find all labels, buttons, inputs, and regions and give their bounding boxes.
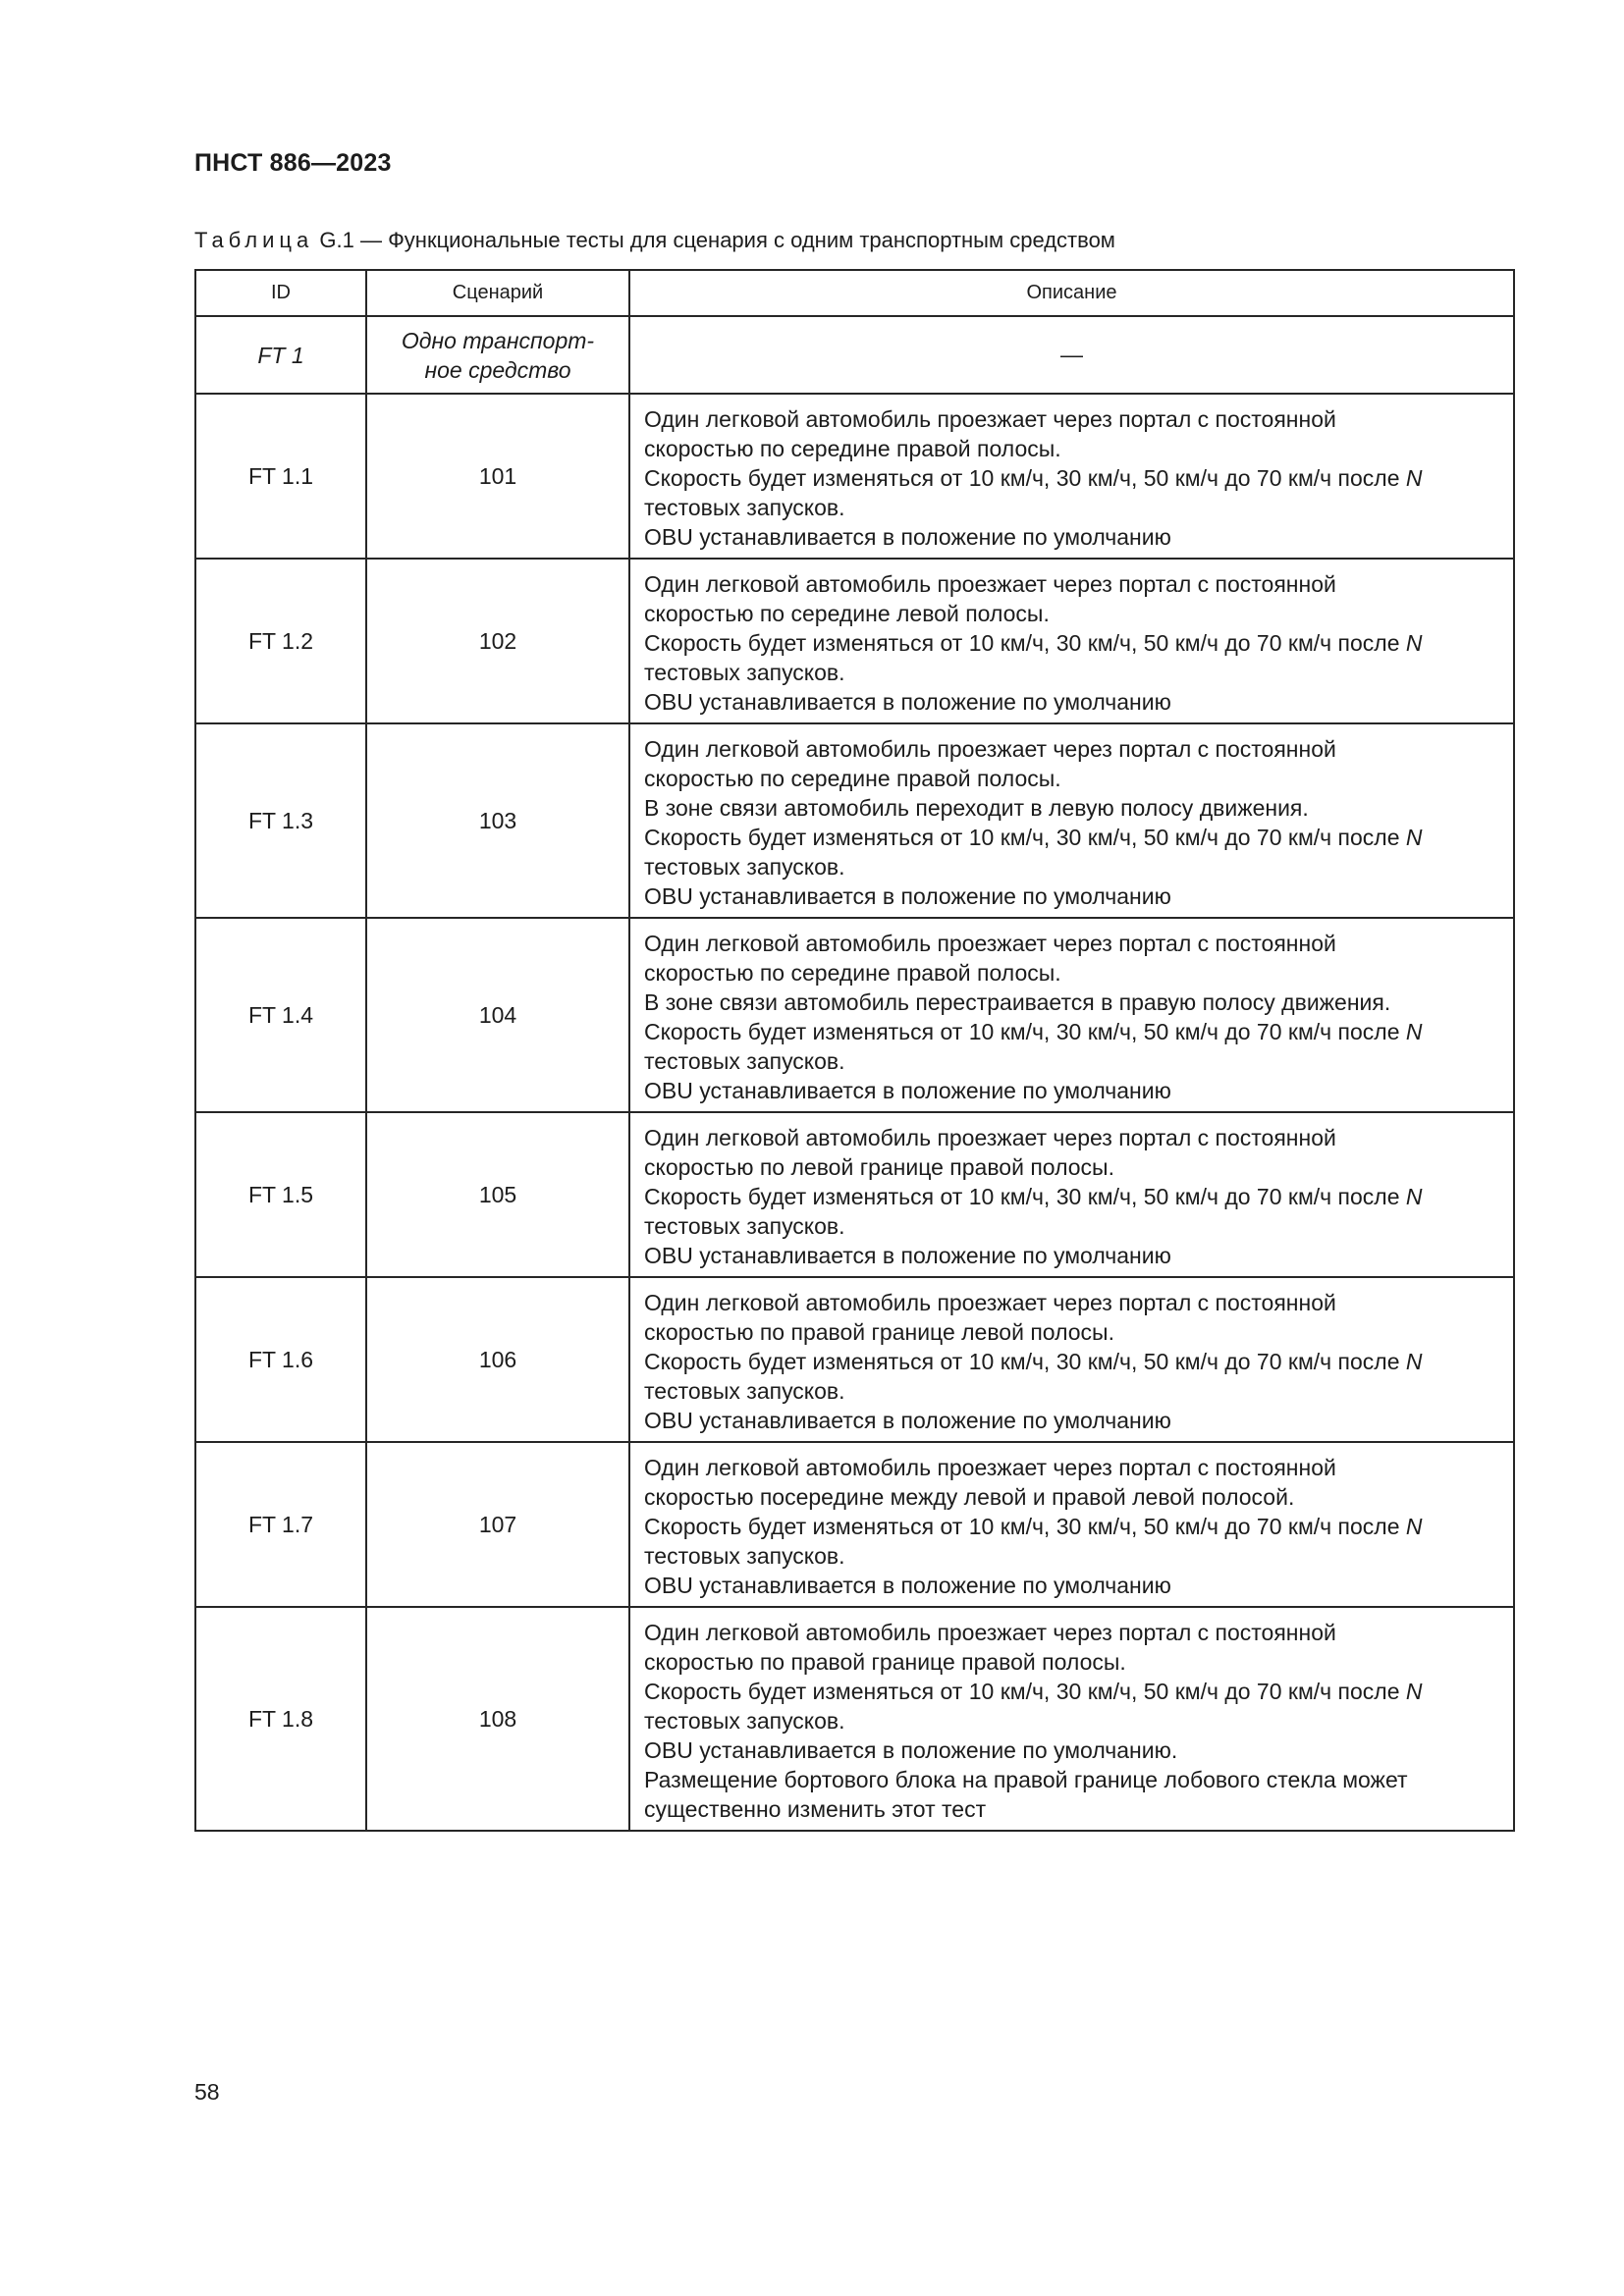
description-line: тестовых запусков. <box>644 1048 845 1074</box>
description-line: Один легковой автомобиль проезжает через портал с постоянной <box>644 571 1336 597</box>
variable-n: N <box>1405 1349 1423 1374</box>
table-caption-text: G.1 — Функциональные тесты для сценария с одним транспортным средством <box>319 228 1115 252</box>
description-line-text: Скорость будет изменяться от 10 км/ч, 30 км/ч, 50 км/ч до 70 км/ч после <box>644 1019 1400 1044</box>
description-line: тестовых запусков. <box>644 495 845 520</box>
group-row <box>195 316 1514 394</box>
column-header-id: ID <box>195 270 366 316</box>
variable-n: N <box>1405 1184 1423 1209</box>
row-scenario-cell: 105 <box>366 1112 629 1277</box>
description-line: В зоне связи автомобиль переходит в левую полосу движения. <box>644 795 1309 821</box>
functional-tests-table <box>194 269 1515 1832</box>
description-line: скоростью по середине левой полосы. <box>644 601 1050 626</box>
description-line-text: Скорость будет изменяться от 10 км/ч, 30 км/ч, 50 км/ч до 70 км/ч после <box>644 1514 1400 1539</box>
row-description-cell <box>629 723 1514 918</box>
table-row <box>195 559 1514 723</box>
description-line <box>644 1677 1499 1706</box>
row-id-cell: FT 1.6 <box>195 1277 366 1442</box>
row-scenario-cell: 107 <box>366 1442 629 1607</box>
description-line: скоростью по середине правой полосы. <box>644 766 1061 791</box>
row-description-cell <box>629 1442 1514 1607</box>
row-scenario-cell: 101 <box>366 394 629 559</box>
description-line <box>644 823 1499 852</box>
table-row <box>195 1112 1514 1277</box>
description-line: Один легковой автомобиль проезжает через портал с постоянной <box>644 1125 1336 1150</box>
description-line <box>644 628 1499 658</box>
column-header-description: Описание <box>629 270 1514 316</box>
description-line: тестовых запусков. <box>644 1213 845 1239</box>
description-line: OBU устанавливается в положение по умолчанию <box>644 524 1171 550</box>
description-line <box>644 463 1499 493</box>
table-row <box>195 1607 1514 1831</box>
group-id-cell: FT 1 <box>195 316 366 394</box>
description-line: OBU устанавливается в положение по умолчанию <box>644 1573 1171 1598</box>
row-scenario-cell: 106 <box>366 1277 629 1442</box>
description-line: скоростью посередине между левой и правой левой полосой. <box>644 1484 1295 1510</box>
variable-n: N <box>1405 1019 1423 1044</box>
description-line <box>644 1512 1499 1541</box>
description-line-text: Скорость будет изменяться от 10 км/ч, 30 км/ч, 50 км/ч до 70 км/ч после <box>644 1679 1400 1704</box>
table-row <box>195 1442 1514 1607</box>
description-line: Один легковой автомобиль проезжает через портал с постоянной <box>644 1290 1336 1315</box>
description-line: скоростью по середине правой полосы. <box>644 436 1061 461</box>
description-line: тестовых запусков. <box>644 660 845 685</box>
row-description-cell <box>629 559 1514 723</box>
description-line: скоростью по левой границе правой полосы. <box>644 1154 1114 1180</box>
description-line: В зоне связи автомобиль перестраивается в правую полосу движения. <box>644 989 1391 1015</box>
table-row <box>195 394 1514 559</box>
document-header: ПНСТ 886—2023 <box>194 149 392 177</box>
table-header-row <box>195 270 1514 316</box>
row-id-cell: FT 1.7 <box>195 1442 366 1607</box>
row-id-cell: FT 1.8 <box>195 1607 366 1831</box>
row-id-cell: FT 1.1 <box>195 394 366 559</box>
description-line: Один легковой автомобиль проезжает через портал с постоянной <box>644 1620 1336 1645</box>
variable-n: N <box>1405 630 1423 656</box>
variable-n: N <box>1405 465 1423 491</box>
group-scenario-cell <box>366 316 629 394</box>
description-line-text: Скорость будет изменяться от 10 км/ч, 30 км/ч, 50 км/ч до 70 км/ч после <box>644 630 1400 656</box>
variable-n: N <box>1405 1514 1423 1539</box>
description-line-text: Скорость будет изменяться от 10 км/ч, 30 км/ч, 50 км/ч до 70 км/ч после <box>644 825 1400 850</box>
row-scenario-cell: 102 <box>366 559 629 723</box>
table-caption <box>194 228 1115 253</box>
description-line <box>644 1347 1499 1376</box>
table-row <box>195 918 1514 1112</box>
column-header-scenario: Сценарий <box>366 270 629 316</box>
description-line: тестовых запусков. <box>644 854 845 880</box>
description-line: Размещение бортового блока на правой границе лобового стекла может <box>644 1767 1408 1792</box>
row-description-cell <box>629 1277 1514 1442</box>
variable-n: N <box>1405 1679 1423 1704</box>
description-line: Один легковой автомобиль проезжает через портал с постоянной <box>644 931 1336 956</box>
description-line: Один легковой автомобиль проезжает через портал с постоянной <box>644 406 1336 432</box>
description-line: OBU устанавливается в положение по умолчанию <box>644 689 1171 715</box>
row-id-cell: FT 1.5 <box>195 1112 366 1277</box>
row-id-cell: FT 1.4 <box>195 918 366 1112</box>
description-line: тестовых запусков. <box>644 1708 845 1734</box>
description-line: Один легковой автомобиль проезжает через портал с постоянной <box>644 736 1336 762</box>
row-scenario-cell: 108 <box>366 1607 629 1831</box>
row-description-cell <box>629 394 1514 559</box>
page-number: 58 <box>194 2079 220 2105</box>
table-caption-prefix: Таблица <box>194 228 314 252</box>
description-line <box>644 1017 1499 1046</box>
description-line-text: Скорость будет изменяться от 10 км/ч, 30 км/ч, 50 км/ч до 70 км/ч после <box>644 1184 1400 1209</box>
row-scenario-cell: 103 <box>366 723 629 918</box>
row-scenario-cell: 104 <box>366 918 629 1112</box>
row-description-cell <box>629 1607 1514 1831</box>
row-description-cell <box>629 918 1514 1112</box>
description-line: OBU устанавливается в положение по умолчанию. <box>644 1737 1178 1763</box>
variable-n: N <box>1405 825 1423 850</box>
table-row <box>195 723 1514 918</box>
description-line-text: Скорость будет изменяться от 10 км/ч, 30 км/ч, 50 км/ч до 70 км/ч после <box>644 465 1400 491</box>
description-line <box>644 1182 1499 1211</box>
description-line: тестовых запусков. <box>644 1378 845 1404</box>
description-line: OBU устанавливается в положение по умолчанию <box>644 1408 1171 1433</box>
description-line: существенно изменить этот тест <box>644 1796 987 1822</box>
group-scenario-line: Одно транспорт- <box>401 327 595 353</box>
description-line: OBU устанавливается в положение по умолчанию <box>644 883 1171 909</box>
row-id-cell: FT 1.2 <box>195 559 366 723</box>
group-description-cell: — <box>629 316 1514 394</box>
description-line-text: Скорость будет изменяться от 10 км/ч, 30 км/ч, 50 км/ч до 70 км/ч после <box>644 1349 1400 1374</box>
description-line: тестовых запусков. <box>644 1543 845 1569</box>
row-id-cell: FT 1.3 <box>195 723 366 918</box>
description-line: скоростью по правой границе левой полосы. <box>644 1319 1114 1345</box>
table-row <box>195 1277 1514 1442</box>
description-line: OBU устанавливается в положение по умолчанию <box>644 1078 1171 1103</box>
group-scenario-line: ное средство <box>424 356 571 383</box>
description-line: OBU устанавливается в положение по умолчанию <box>644 1243 1171 1268</box>
description-line: скоростью по правой границе правой полосы. <box>644 1649 1126 1675</box>
description-line: Один легковой автомобиль проезжает через портал с постоянной <box>644 1455 1336 1480</box>
description-line: скоростью по середине правой полосы. <box>644 960 1061 986</box>
row-description-cell <box>629 1112 1514 1277</box>
